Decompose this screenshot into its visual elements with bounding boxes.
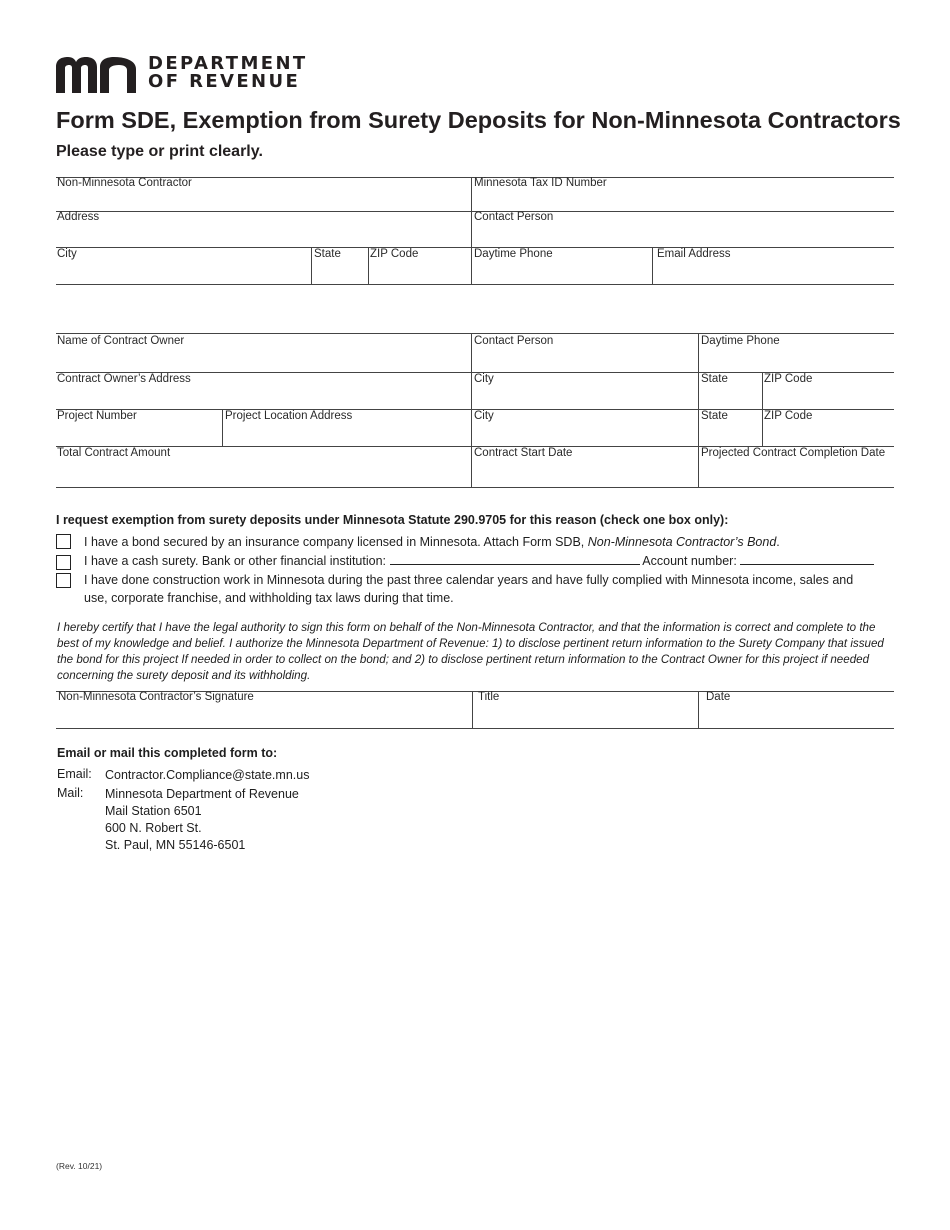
owner-name-field[interactable]: Name of Contract Owner xyxy=(57,335,185,347)
rule xyxy=(368,247,369,284)
mail-line1: Minnesota Department of Revenue xyxy=(105,787,299,801)
option1-italic: Non-Minnesota Contractor’s Bond xyxy=(587,535,777,549)
option2-main: I have a cash surety. Bank or other financial institution: xyxy=(84,554,387,568)
address-field[interactable]: Address xyxy=(57,211,100,223)
rule xyxy=(222,409,223,446)
option3-text xyxy=(84,571,853,607)
mail-line2: Mail Station 6501 xyxy=(105,804,202,818)
date-field[interactable]: Date xyxy=(706,691,731,703)
option3-line1: I have done construction work in Minnesota during the past three calendar years and have fully complied with Minnesota income, sales and xyxy=(84,573,854,587)
owner-zip-field[interactable]: ZIP Code xyxy=(764,373,813,385)
email-label: Email: xyxy=(57,767,92,781)
rule xyxy=(698,333,699,487)
email-address-field[interactable]: Email Address xyxy=(657,248,731,260)
contact-person-field[interactable]: Contact Person xyxy=(474,211,554,223)
rule xyxy=(471,177,472,284)
city-field[interactable]: City xyxy=(57,248,77,260)
zip-field[interactable]: ZIP Code xyxy=(370,248,419,260)
mailing-heading: Email or mail this completed form to: xyxy=(57,746,278,760)
title-field[interactable]: Title xyxy=(478,691,500,703)
option1-end: . xyxy=(776,535,780,549)
rule xyxy=(762,372,763,446)
option2-checkbox[interactable] xyxy=(56,555,71,570)
owner-city-field[interactable]: City xyxy=(474,373,494,385)
financial-institution-input[interactable] xyxy=(390,553,640,565)
option2-text xyxy=(84,552,874,570)
certification-text: I hereby certify that I have the legal authority to sign this form on behalf of the Non-Minnesota Contractor, and that the information is correct and complete to the best of my knowledge and belief. I authorize the Minnesota Department of Revenue: 1) to disclose pertinent return information to the Surety Company that issued the bond for this project If needed in order to collect on the bond; and 2) to disclose pertinent return information to the Contract Owner for this project if needed concerning the surety deposit and its withholding. xyxy=(57,621,884,682)
project-number-field[interactable]: Project Number xyxy=(57,410,137,422)
exemption-request-heading: I request exemption from surety deposits under Minnesota Statute 290.9705 for this reason (check one box only): xyxy=(56,513,729,527)
daytime-phone-field[interactable]: Daytime Phone xyxy=(474,248,553,260)
owner-daytime-phone-field[interactable]: Daytime Phone xyxy=(701,335,780,347)
account-number-input[interactable] xyxy=(740,553,874,565)
rule xyxy=(471,333,472,487)
rule xyxy=(311,247,312,284)
dept-line2: OF REVENUE xyxy=(148,71,301,92)
email-value[interactable]: Contractor.Compliance@state.mn.us xyxy=(105,768,310,782)
mail-line4: St. Paul, MN 55146-6501 xyxy=(105,838,246,852)
rule xyxy=(56,284,894,285)
project-city-field[interactable]: City xyxy=(474,410,494,422)
signature-field[interactable]: Non-Minnesota Contractor’s Signature xyxy=(58,691,254,703)
project-zip-field[interactable]: ZIP Code xyxy=(764,410,813,422)
total-amount-field[interactable]: Total Contract Amount xyxy=(57,447,171,459)
dept-line1: DEPARTMENT xyxy=(148,53,308,74)
rule xyxy=(652,247,653,284)
completion-date-field[interactable]: Projected Contract Completion Date xyxy=(701,447,886,459)
option1-main: I have a bond secured by an insurance company licensed in Minnesota. Attach Form SDB, xyxy=(84,535,588,549)
owner-state-field[interactable]: State xyxy=(701,373,728,385)
project-location-field[interactable]: Project Location Address xyxy=(225,410,353,422)
mail-line3: 600 N. Robert St. xyxy=(105,821,202,835)
rule xyxy=(56,728,894,729)
project-state-field[interactable]: State xyxy=(701,410,728,422)
owner-address-field[interactable]: Contract Owner’s Address xyxy=(57,373,191,385)
mn-state-logo-icon xyxy=(56,57,136,93)
state-field[interactable]: State xyxy=(314,248,341,260)
option3-line2: use, corporate franchise, and withholding tax laws during that time. xyxy=(84,591,454,605)
mail-label: Mail: xyxy=(57,786,84,800)
tax-id-field[interactable]: Minnesota Tax ID Number xyxy=(474,177,607,189)
rule xyxy=(472,691,473,728)
option2-account-label: Account number: xyxy=(642,554,737,568)
owner-contact-person-field[interactable]: Contact Person xyxy=(474,335,554,347)
mail-address xyxy=(105,786,299,854)
contractor-name-field[interactable]: Non-Minnesota Contractor xyxy=(57,177,192,189)
department-name xyxy=(148,55,308,91)
start-date-field[interactable]: Contract Start Date xyxy=(474,447,573,459)
rule xyxy=(56,487,894,488)
option3-checkbox[interactable] xyxy=(56,573,71,588)
rule xyxy=(56,333,894,334)
form-subtitle: Please type or print clearly. xyxy=(56,143,263,160)
option1-text xyxy=(84,533,780,551)
revision-note: (Rev. 10/21) xyxy=(56,1161,103,1171)
form-title: Form SDE, Exemption from Surety Deposits for Non-Minnesota Contractors xyxy=(56,107,901,133)
rule xyxy=(698,691,699,728)
option1-checkbox[interactable] xyxy=(56,534,71,549)
